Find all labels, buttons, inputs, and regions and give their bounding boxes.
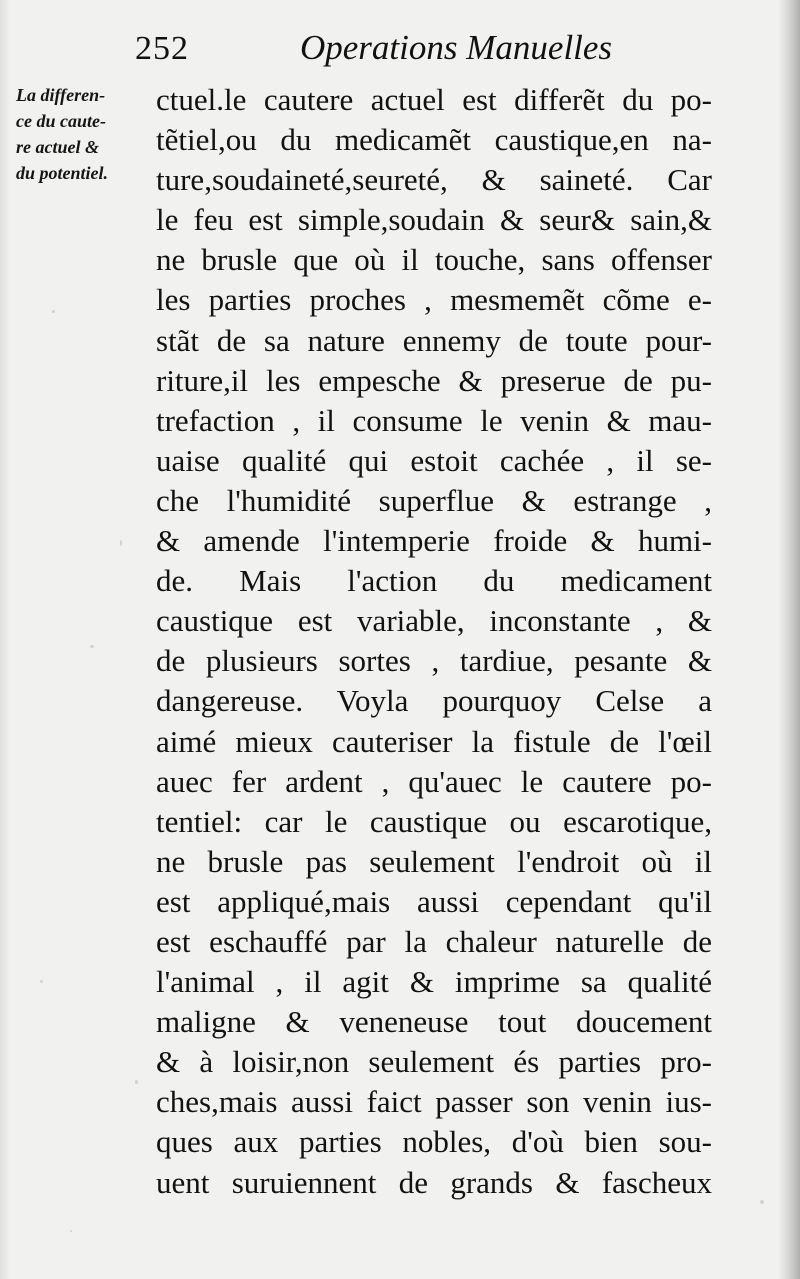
marginal-note-line: re actuel & bbox=[16, 137, 99, 157]
text-line: tentiel: car le caustique ou escarotique, bbox=[156, 803, 712, 839]
text-line: auec fer ardent , qu'auec le cautere po- bbox=[156, 763, 712, 799]
page-left-edge-shadow bbox=[0, 0, 10, 1279]
text-line: che l'humidité superflue & estrange , bbox=[156, 482, 712, 518]
text-line: & à loisir,non seulement és parties pro- bbox=[156, 1044, 712, 1080]
page-right-edge-shadow bbox=[778, 0, 800, 1279]
paper-speck bbox=[52, 310, 55, 313]
text-line: uent suruiennent de grands & fascheux bbox=[156, 1164, 712, 1200]
text-line: ne brusle pas seulement l'endroit où il bbox=[156, 843, 712, 879]
text-line: uaise qualité qui estoit cachée , il se- bbox=[156, 442, 712, 478]
text-line: riture,il les empesche & preserue de pu- bbox=[156, 362, 712, 398]
text-line: le feu est simple,soudain & seur& sain,& bbox=[156, 202, 712, 238]
text-line: les parties proches , mesmemẽt cõme e- bbox=[156, 282, 712, 318]
paper-speck bbox=[70, 1230, 72, 1232]
paper-speck bbox=[135, 1080, 138, 1084]
paper-speck bbox=[760, 1200, 764, 1204]
marginal-note bbox=[16, 82, 156, 186]
text-line: ne brusle que où il touche, sans offenser bbox=[156, 242, 712, 278]
text-line: de. Mais l'action du medicament bbox=[156, 563, 712, 599]
text-line: de plusieurs sortes , tardiue, pesante & bbox=[156, 643, 712, 679]
paper-speck bbox=[90, 645, 94, 648]
text-line: ches,mais aussi faict passer son venin ius- bbox=[156, 1084, 712, 1120]
paper-speck bbox=[40, 980, 43, 983]
text-line: est appliqué,mais aussi cependant qu'il bbox=[156, 883, 712, 919]
body-text bbox=[156, 80, 712, 1203]
marginal-note-line: du potentiel. bbox=[16, 163, 109, 183]
text-line: maligne & veneneuse tout doucement bbox=[156, 1004, 712, 1040]
text-line: est eschauffé par la chaleur naturelle de bbox=[156, 923, 712, 959]
page-number: 252 bbox=[135, 30, 189, 67]
text-line: dangereuse. Voyla pourquoy Celse a bbox=[156, 683, 712, 719]
paper-speck bbox=[120, 540, 122, 546]
text-line: caustique est variable, inconstante , & bbox=[156, 603, 712, 639]
text-line: aimé mieux cauteriser la fistule de l'œil bbox=[156, 723, 712, 759]
text-line: tẽtiel,ou du medicamẽt caustique,en na- bbox=[156, 122, 712, 158]
text-line: stãt de sa nature ennemy de toute pour- bbox=[156, 322, 712, 358]
text-line: ture,soudaineté,seureté, & saineté. Car bbox=[156, 162, 712, 198]
running-title: Operations Manuelles bbox=[300, 28, 613, 67]
text-line: ques aux parties nobles, d'où bien sou- bbox=[156, 1124, 712, 1160]
page-header bbox=[130, 18, 650, 78]
marginal-note-line: ce du caute- bbox=[16, 111, 106, 131]
text-line: & amende l'intemperie froide & humi- bbox=[156, 523, 712, 559]
text-line: trefaction , il consume le venin & mau- bbox=[156, 402, 712, 438]
text-line: ctuel.le cautere actuel est differẽt du po- bbox=[156, 82, 712, 117]
text-line: l'animal , il agit & imprime sa qualité bbox=[156, 964, 712, 1000]
marginal-note-line: La differen- bbox=[16, 85, 106, 105]
